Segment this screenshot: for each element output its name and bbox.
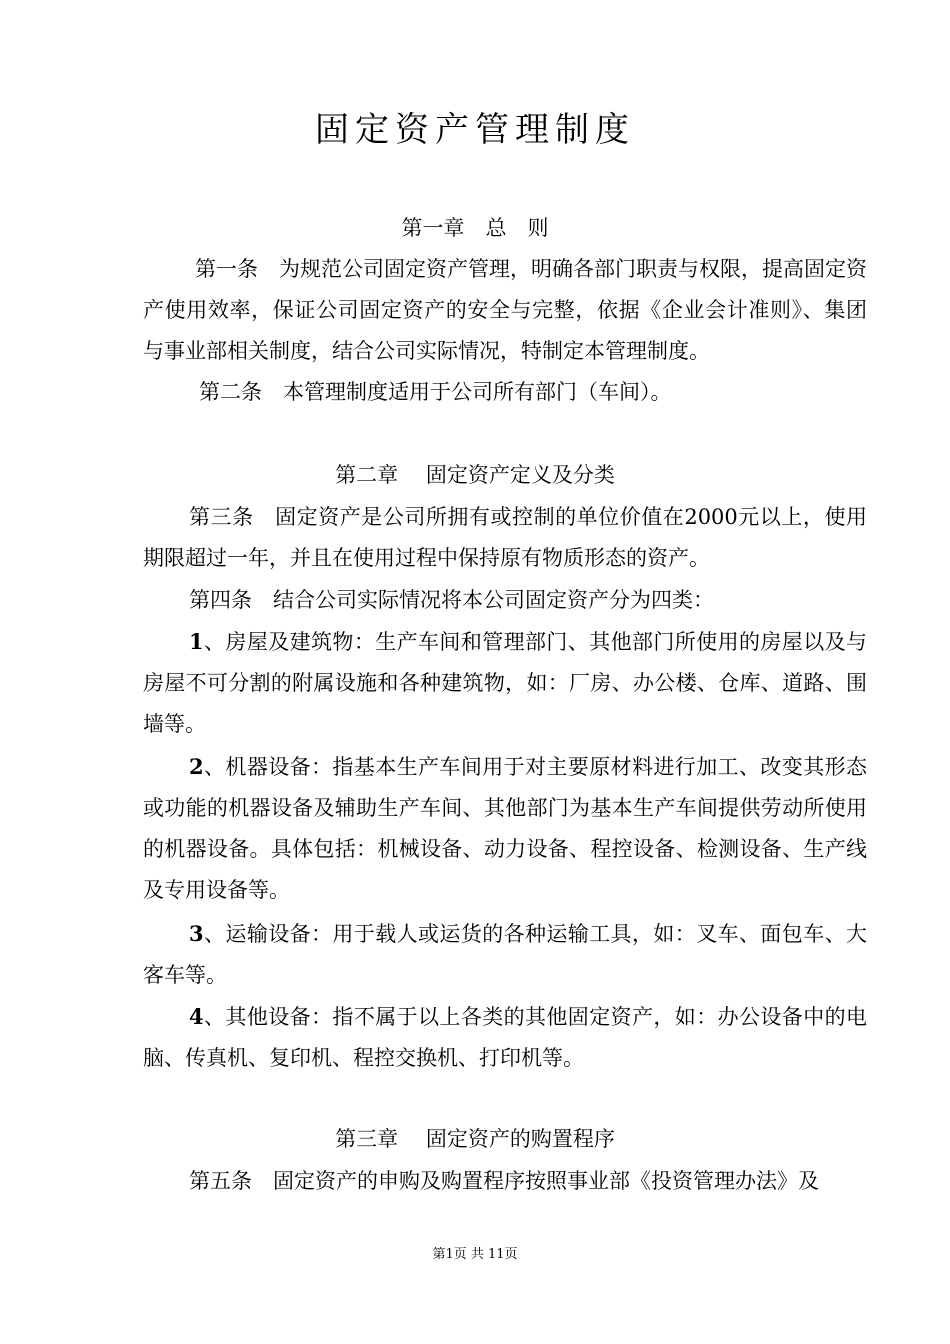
document-title: 固定资产管理制度 — [315, 110, 635, 150]
category-number-3: 3 — [189, 921, 204, 946]
category-text-4: 、其他设备：指不属于以上各类的其他固定资产，如：办公设备中的电脑、传真机、复印机、程控交换机、打印机等。 — [143, 1005, 867, 1070]
category-text-3: 、运输设备：用于载人或运货的各种运输工具，如：叉车、面包车、大客车等。 — [143, 922, 867, 987]
category-text-1: 、房屋及建筑物：生产车间和管理部门、其他部门所使用的房屋以及与房屋不可分割的附属设施和各种建筑物，如：厂房、办公楼、仓库、道路、围墙等。 — [143, 630, 867, 736]
category-number-1: 1 — [189, 629, 204, 654]
category-number-4: 4 — [189, 1004, 204, 1029]
article-4: 第四条 结合公司实际情况将本公司固定资产分为四类： — [189, 588, 714, 612]
category-item-4 — [143, 996, 867, 1079]
article-3: 第三条 固定资产是公司所拥有或控制的单位价值在2000元以上，使用期限超过一年，并且在使用过程中保持原有物质形态的资产。 — [143, 505, 867, 570]
chapter-heading-2: 第二章 固定资产定义及分类 — [335, 463, 615, 487]
chapter-heading-3: 第三章 固定资产的购置程序 — [335, 1127, 615, 1151]
page-number-footer: 第1页 共 11页 — [432, 1247, 518, 1262]
article-5: 第五条 固定资产的申购及购置程序按照事业部《投资管理办法》及 — [189, 1169, 819, 1193]
category-item-2 — [143, 746, 867, 911]
category-item-1 — [143, 621, 867, 745]
category-text-2: 、机器设备：指基本生产车间用于对主要原材料进行加工、改变其形态或功能的机器设备及辅助生产车间、其他部门为基本生产车间提供劳动所使用的机器设备。具体包括：机械设备、动力设备、程控设备、检测设备、生产线及专用设备等。 — [143, 755, 867, 902]
article-1: 第一条 为规范公司固定资产管理，明确各部门职责与权限，提高固定资产使用效率，保证公司固定资产的安全与完整，依据《企业会计准则》、集团与事业部相关制度，结合公司实际情况，特制定本管理制度。 — [143, 257, 867, 363]
category-number-2: 2 — [189, 754, 204, 779]
category-item-3 — [143, 913, 867, 996]
article-2: 第二条 本管理制度适用于公司所有部门（车间）。 — [199, 380, 672, 404]
chapter-heading-1: 第一章 总 则 — [401, 216, 549, 240]
